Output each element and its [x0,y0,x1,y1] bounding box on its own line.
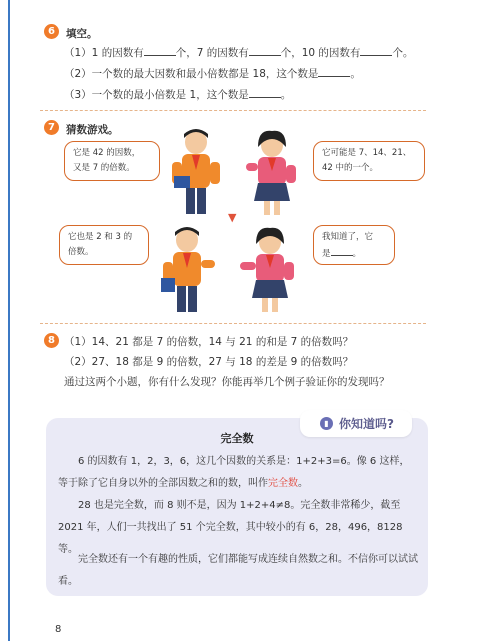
question-6-title: 填空。 [66,28,98,40]
question-6-line-3: （3）一个数的最小倍数是 1，这个数是 。 [64,89,292,101]
answer-blank[interactable] [318,66,350,77]
bar-chart-icon: ▮ [320,417,333,430]
question-8-number-icon: 8 [44,333,59,348]
answer-blank[interactable] [249,87,281,98]
question-7-title: 猜数游戏。 [66,124,119,136]
answer-blank[interactable] [331,245,353,256]
answer-blank[interactable] [144,45,176,56]
down-arrow-icon: ▼ [228,211,237,224]
girl-student-illustration-2 [238,224,302,314]
info-paragraph-1: 6 的因数有 1，2，3，6，这几个因数的关系是：1+2+3=6。像 6 这样，等于除了它自身以外的全部因数之和的数，叫作完全数。 [58,456,410,489]
speech-bubble-boy-2: 它也是 2 和 3 的 倍数。 [59,225,149,265]
question-6-line-1: （1）1 的因数有 个，7 的因数有 个，10 的因数有 个。 [64,47,414,59]
info-title: 完全数 [220,432,254,445]
info-paragraph-3: 完全数还有一个有趣的性质，它们都能写成连续自然数之和。不信你可以试试看。 [58,554,418,587]
boy-student-illustration-2 [155,222,219,316]
question-7-number-icon: 7 [44,120,59,135]
speech-bubble-girl-2: 我知道了，它 是 。 [313,225,395,265]
answer-blank[interactable] [249,45,281,56]
section-divider [40,323,426,324]
info-paragraph-2: 28 也是完全数，而 8 则不是，因为 1+2+4≠8。完全数非常稀少，截至 2021 年，人们一共找出了 51 个完全数，其中较小的有 6，28，496，8128 等。 [58,500,403,555]
answer-blank[interactable] [360,45,392,56]
speech-bubble-girl-1: 它可能是 7、14、21、 42 中的一个。 [313,141,425,181]
question-6-line-2: （2）一个数的最大因数和最小倍数都是 18，这个数是 。 [64,68,361,80]
highlight-term: 完全数 [268,478,298,489]
question-8-line-1: （1）14、21 都是 7 的倍数，14 与 21 的和是 7 的倍数吗？ [64,336,354,348]
section-divider [40,110,426,111]
question-8-line-3: 通过这两个小题，你有什么发现？你能再举几个例子验证你的发现吗？ [64,376,390,388]
did-you-know-label: 你知道吗? [339,417,394,431]
question-8-line-2: （2）27、18 都是 9 的倍数，27 与 18 的差是 9 的倍数吗？ [64,356,354,368]
question-6-number-icon: 6 [44,24,59,39]
left-margin-rule [8,0,10,641]
speech-bubble-boy-1: 它是 42 的因数， 又是 7 的倍数。 [64,141,160,181]
girl-student-illustration [240,127,304,217]
boy-student-illustration [164,124,228,218]
page-number: 8 [55,624,62,635]
